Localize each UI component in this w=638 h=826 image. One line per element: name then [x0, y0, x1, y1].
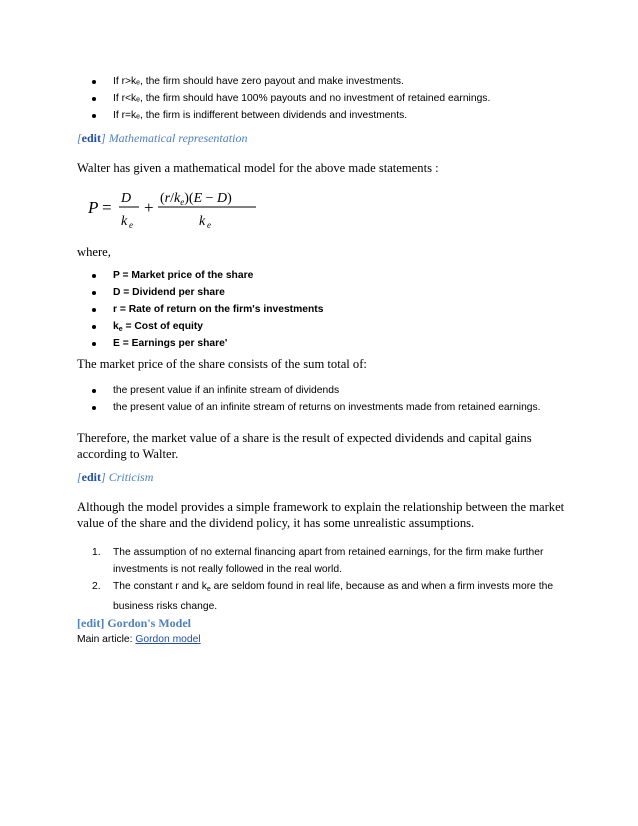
- list-item: E = Earnings per share': [0, 335, 323, 352]
- section-title: Criticism: [108, 470, 154, 484]
- edit-link[interactable]: edit: [81, 131, 102, 145]
- list-item: 1. The assumption of no external financing apart from retained earnings, for the firm make further investments is not really followed in the real world.: [92, 547, 544, 575]
- section-heading-gordon: [edit] Gordon's Model: [77, 616, 192, 630]
- gordon-model-link[interactable]: Gordon model: [135, 634, 201, 645]
- walter-formula: [88, 185, 278, 231]
- market-price-intro: The market price of the share consists of the sum total of:: [77, 357, 367, 371]
- list-item: 2. The constant r and $k_e$ are seldom found in real life, because as and when a firm invests more the business risks change.: [92, 581, 554, 612]
- svg-text:+: +: [144, 198, 154, 217]
- edit-link[interactable]: edit: [81, 470, 102, 484]
- section-heading-mathematical: [edit] Mathematical representation: [77, 131, 248, 145]
- criticism-list: [0, 544, 565, 615]
- walter-intro: Walter has given a mathematical model for the above made statements :: [77, 161, 439, 175]
- list-item: r = Rate of return on the firm's investments: [0, 301, 323, 318]
- list-item: the present value if an infinite stream of dividends: [0, 382, 541, 399]
- list-item: D = Dividend per share: [0, 284, 323, 301]
- main-article-note: Main article: Gordon model: [77, 634, 201, 645]
- edit-link[interactable]: edit: [81, 616, 101, 630]
- list-item: P = Market price of the share: [0, 267, 323, 284]
- list-item: $k_e$ = Cost of equity: [0, 318, 323, 335]
- svg-text:e: e: [207, 220, 211, 230]
- svg-text:k: k: [121, 214, 128, 229]
- decision-rules-list: [0, 73, 490, 124]
- definitions-list: [0, 267, 323, 352]
- svg-text:e: e: [129, 220, 133, 230]
- section-heading-criticism: [edit] Criticism: [77, 470, 154, 484]
- conclusion-paragraph: Therefore, the market value of a share is the result of expected dividends and capital gains according to Walter.: [77, 431, 532, 461]
- section-title: Mathematical representation: [108, 131, 248, 145]
- svg-text:D: D: [121, 191, 132, 206]
- list-item: If r>kₑ, the firm should have zero payout and make investments.: [0, 73, 490, 90]
- list-item: If r=kₑ, the firm is indifferent between dividends and investments.: [0, 107, 490, 124]
- list-item: If r<kₑ, the firm should have 100% payouts and no investment of retained earnings.: [0, 90, 490, 107]
- section-title: Gordon's Model: [107, 616, 192, 630]
- where-label: where,: [77, 245, 111, 259]
- components-list: [0, 382, 541, 416]
- list-item: the present value of an infinite stream of returns on investments made from retained earnings.: [0, 399, 541, 416]
- criticism-paragraph: Although the model provides a simple framework to explain the relationship between the market value of the share and the dividend policy, it has some unrealistic assumptions.: [77, 500, 565, 530]
- svg-text:(r/ke)(E − D): $(r/k_e)(E - D)$: [160, 191, 232, 207]
- svg-text:=: =: [102, 198, 112, 217]
- svg-text:P: P: [88, 198, 99, 217]
- svg-text:k: k: [199, 214, 206, 229]
